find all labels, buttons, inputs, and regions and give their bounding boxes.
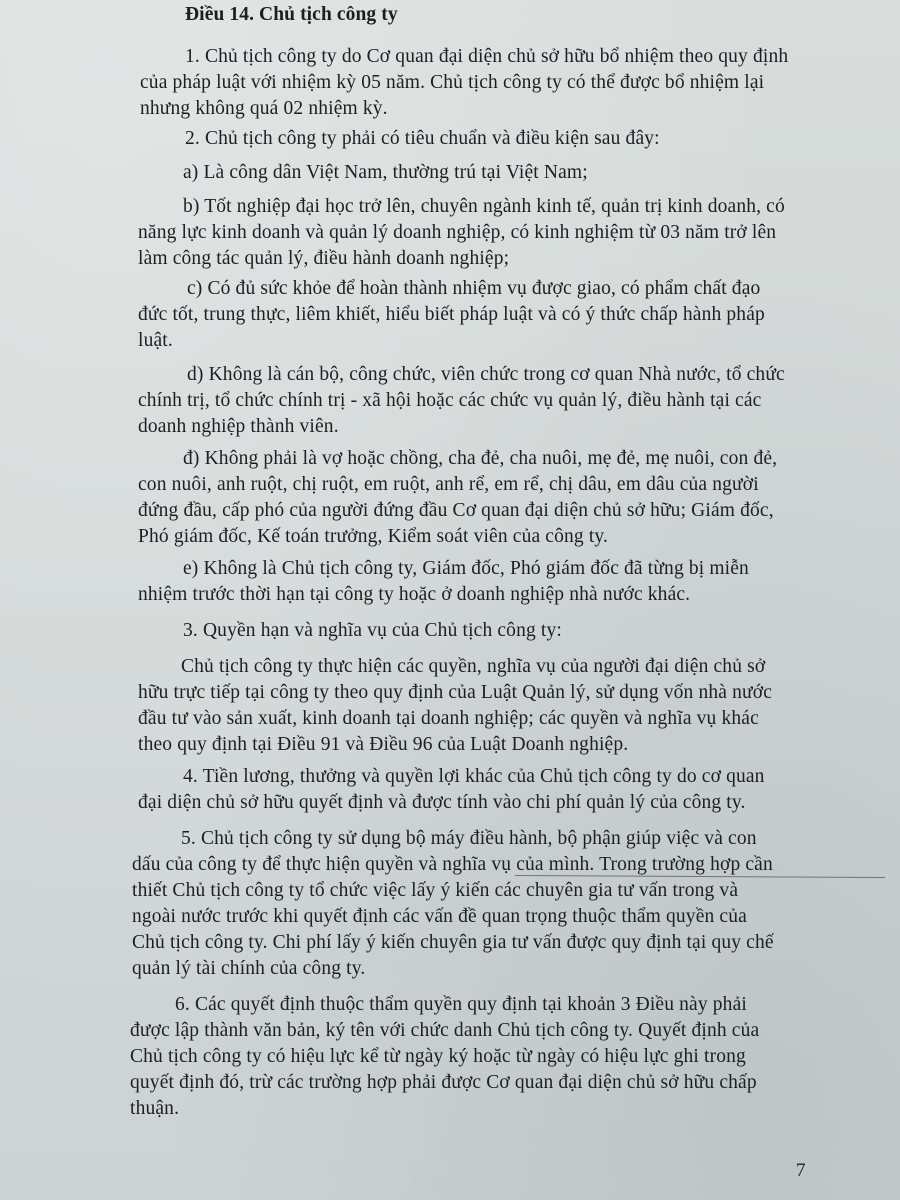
- text-line: quyết định đó, trừ các trường hợp phải được Cơ quan đại diện chủ sở hữu chấp: [130, 1072, 757, 1093]
- text-line: đầu tư vào sản xuất, kinh doanh tại doanh nghiệp; các quyền và nghĩa vụ khác: [138, 708, 759, 729]
- text-line: chính trị, tổ chức chính trị - xã hội hoặc các chức vụ quản lý, điều hành tại các: [138, 390, 762, 411]
- text-line: b) Tốt nghiệp đại học trở lên, chuyên ngành kinh tế, quản trị kinh doanh, có: [183, 196, 785, 217]
- text-line: 4. Tiền lương, thưởng và quyền lợi khác của Chủ tịch công ty do cơ quan: [183, 766, 765, 787]
- paragraph-2c: [138, 276, 860, 354]
- text-line: Chủ tịch công ty thực hiện các quyền, nghĩa vụ của người đại diện chủ sở: [181, 656, 766, 677]
- article-heading: Điều 14. Chủ tịch công ty: [185, 4, 398, 25]
- text-line: doanh nghiệp thành viên.: [138, 416, 339, 437]
- text-line: con nuôi, anh ruột, chị ruột, em ruột, anh rể, em rể, chị dâu, em dâu của người: [138, 474, 759, 495]
- text-line: e) Không là Chủ tịch công ty, Giám đốc, Phó giám đốc đã từng bị miễn: [183, 558, 749, 579]
- text-line: theo quy định tại Điều 91 và Điều 96 của Luật Doanh nghiệp.: [138, 734, 629, 755]
- text-line: thuận.: [130, 1098, 180, 1119]
- text-line: của pháp luật với nhiệm kỳ 05 năm. Chủ tịch công ty có thể được bổ nhiệm lại: [140, 72, 765, 93]
- paragraph-4: [138, 764, 860, 816]
- text-line: 2. Chủ tịch công ty phải có tiêu chuẩn và điều kiện sau đây:: [185, 128, 660, 149]
- text-line: ngoài nước trước khi quyết định các vấn đề quan trọng thuộc thẩm quyền của: [132, 906, 747, 927]
- text-line: 5. Chủ tịch công ty sử dụng bộ máy điều hành, bộ phận giúp việc và con: [181, 828, 757, 849]
- text-line: đức tốt, trung thực, liêm khiết, hiểu biết pháp luật và có ý thức chấp hành pháp: [138, 304, 765, 325]
- paragraph-5: [132, 826, 860, 982]
- text-line: hữu trực tiếp tại công ty theo quy định của Luật Quản lý, sử dụng vốn nhà nước: [138, 682, 772, 703]
- text-line: 1. Chủ tịch công ty do Cơ quan đại diện chủ sở hữu bổ nhiệm theo quy định: [185, 46, 789, 67]
- paragraph-2: [185, 126, 865, 152]
- text-line: đứng đầu, cấp phó của người đứng đầu Cơ quan đại diện chủ sở hữu; Giám đốc,: [138, 500, 774, 521]
- text-line: làm công tác quản lý, điều hành doanh nghiệp;: [138, 248, 510, 269]
- text-line: 6. Các quyết định thuộc thẩm quyền quy định tại khoản 3 Điều này phải: [175, 994, 747, 1015]
- text-line: quản lý tài chính của công ty.: [132, 958, 366, 979]
- paragraph-2d: [138, 362, 860, 440]
- text-line: đại diện chủ sở hữu quyết định và được tính vào chi phí quản lý của công ty.: [138, 792, 746, 813]
- text-line: nhiệm trước thời hạn tại công ty hoặc ở doanh nghiệp nhà nước khác.: [138, 584, 691, 605]
- paragraph-3: [183, 618, 863, 644]
- paragraph-6: [130, 992, 860, 1122]
- text-line: đ) Không phải là vợ hoặc chồng, cha đẻ, cha nuôi, mẹ đẻ, mẹ nuôi, con đẻ,: [183, 448, 778, 469]
- paragraph-3-body: [138, 654, 860, 758]
- text-line: được lập thành văn bản, ký tên với chức danh Chủ tịch công ty. Quyết định của: [130, 1020, 760, 1041]
- paragraph-2b: [138, 194, 860, 272]
- text-line: c) Có đủ sức khỏe để hoàn thành nhiệm vụ được giao, có phẩm chất đạo: [187, 278, 761, 299]
- text-line: năng lực kinh doanh và quản lý doanh nghiệp, có kinh nghiệm từ 03 năm trở lên: [138, 222, 777, 243]
- paragraph-2a: [183, 160, 863, 186]
- text-line: luật.: [138, 330, 173, 351]
- paragraph-2e: [138, 556, 860, 608]
- text-line: dấu của công ty để thực hiện quyền và nghĩa vụ của mình. Trong trường hợp cần: [132, 854, 773, 875]
- text-line: a) Là công dân Việt Nam, thường trú tại Việt Nam;: [183, 162, 588, 183]
- text-line: d) Không là cán bộ, công chức, viên chức trong cơ quan Nhà nước, tổ chức: [187, 364, 785, 385]
- text-line: nhưng không quá 02 nhiệm kỳ.: [140, 98, 388, 119]
- text-line: Chủ tịch công ty. Chi phí lấy ý kiến chuyên gia tư vấn được quy định tại quy chế: [132, 932, 774, 953]
- text-line: Phó giám đốc, Kế toán trưởng, Kiểm soát viên của công ty.: [138, 526, 609, 547]
- text-line: thiết Chủ tịch công ty tổ chức việc lấy ý kiến các chuyên gia tư vấn trong và: [132, 880, 739, 901]
- page-number: 7: [796, 1160, 806, 1181]
- paragraph-2dd: [138, 446, 860, 550]
- text-line: Chủ tịch công ty có hiệu lực kể từ ngày ký hoặc từ ngày có hiệu lực ghi trong: [130, 1046, 746, 1067]
- text-line: 3. Quyền hạn và nghĩa vụ của Chủ tịch công ty:: [183, 620, 562, 641]
- paragraph-1: [140, 44, 860, 122]
